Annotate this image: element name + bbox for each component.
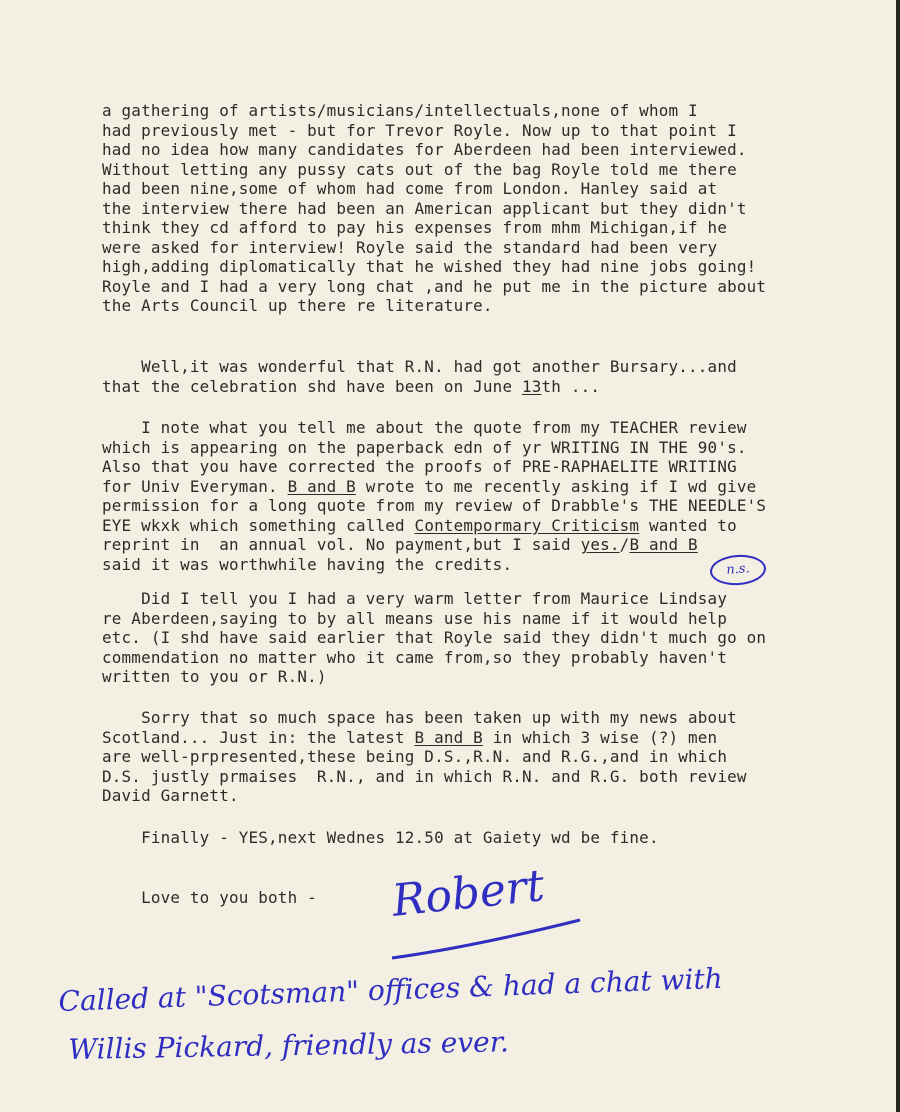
line-text: high,adding diplomatically that he wished they had nine jobs going! xyxy=(102,257,757,276)
line-text: a gathering of artists/musicians/intellectuals,none of whom I xyxy=(102,101,698,120)
line-text: David Garnett. xyxy=(102,786,239,805)
line-text: Sorry that so much space has been taken up with my news about xyxy=(102,708,737,727)
line-text: reprint in an annual vol. No payment,but I said xyxy=(102,535,581,554)
line-text: th ... xyxy=(541,376,601,396)
line-text: were asked for interview! Royle said the standard had been very xyxy=(102,237,718,257)
underlined-text: yes. xyxy=(580,535,620,554)
line-text: Without letting any pussy cats out of the bag Royle told me there xyxy=(102,159,737,179)
line-text: Did I tell you I had a very warm letter from Maurice Lindsay xyxy=(102,589,728,608)
line-text: D.S. justly prmaises R.N., and in which R.N. and R.G. both review xyxy=(102,766,747,786)
line-text: etc. (I shd have said earlier that Royle said they didn't much go on xyxy=(102,628,767,647)
line-text: commendation no matter who it came from,so they probably haven't xyxy=(102,647,728,667)
line-text: Love to you both - xyxy=(102,888,317,907)
line-text: permission for a long quote from my review of Drabble's THE NEEDLE'S xyxy=(102,496,767,515)
postscript-line-2: Willis Pickard, friendly as ever. xyxy=(68,1025,510,1066)
line-text: EYE wkxk which something called xyxy=(102,515,415,535)
line-text: that the celebration shd have been on June xyxy=(102,376,522,396)
signature: Robert xyxy=(389,860,547,927)
line-text: re Aberdeen,saying to by all means use his name if it would help xyxy=(102,608,728,628)
line-text: wanted to xyxy=(639,515,737,535)
line-text: I note what you tell me about the quote from my TEACHER review xyxy=(102,418,747,437)
line-text: said it was worthwhile having the credits. xyxy=(102,554,513,574)
underlined-text: B and B xyxy=(414,727,483,747)
line-text: Finally - YES,next Wednes 12.50 at Gaiety wd be fine. xyxy=(102,828,659,847)
line-text: which is appearing on the paperback edn of yr WRITING IN THE 90's. xyxy=(102,437,747,457)
line-text: written to you or R.N.) xyxy=(102,667,327,686)
line-text: are well-prpresented,these being D.S.,R.N. and R.G.,and in which xyxy=(102,747,728,766)
line-text: in which 3 wise (?) men xyxy=(482,727,718,747)
postscript-line-1: Called at "Scotsman" offices & had a chat with xyxy=(58,961,724,1018)
line-text: Also that you have corrected the proofs of PRE-RAPHAELITE WRITING xyxy=(102,457,737,476)
line-text: wrote to me recently asking if I wd give xyxy=(355,476,757,496)
line-text: think they cd afford to pay his expenses from mhm Michigan,if he xyxy=(102,218,728,237)
line-text: for Univ Everyman. xyxy=(102,476,288,496)
line-text: had been nine,some of whom had come from London. Hanley said at xyxy=(102,179,718,198)
underlined-text: B and B xyxy=(287,476,356,496)
underlined-text: Contempormary Criticism xyxy=(414,515,640,535)
line-text: had previously met - but for Trevor Royle. Now up to that point I xyxy=(102,120,737,140)
line-text: / xyxy=(619,535,630,554)
line-text: Well,it was wonderful that R.N. had got another Bursary...and xyxy=(102,357,737,376)
line-text: Scotland... Just in: the latest xyxy=(102,727,415,747)
line-text: the interview there had been an American applicant but they didn't xyxy=(102,198,747,218)
underlined-text: 13 xyxy=(521,376,542,396)
line-text: Royle and I had a very long chat ,and he put me in the picture about xyxy=(102,276,767,296)
line-text: the Arts Council up there re literature. xyxy=(102,296,493,315)
underlined-text: B and B xyxy=(629,535,698,554)
circled-annotation-text: n.s. xyxy=(725,561,751,578)
line-text: had no idea how many candidates for Aberdeen had been interviewed. xyxy=(102,140,747,159)
